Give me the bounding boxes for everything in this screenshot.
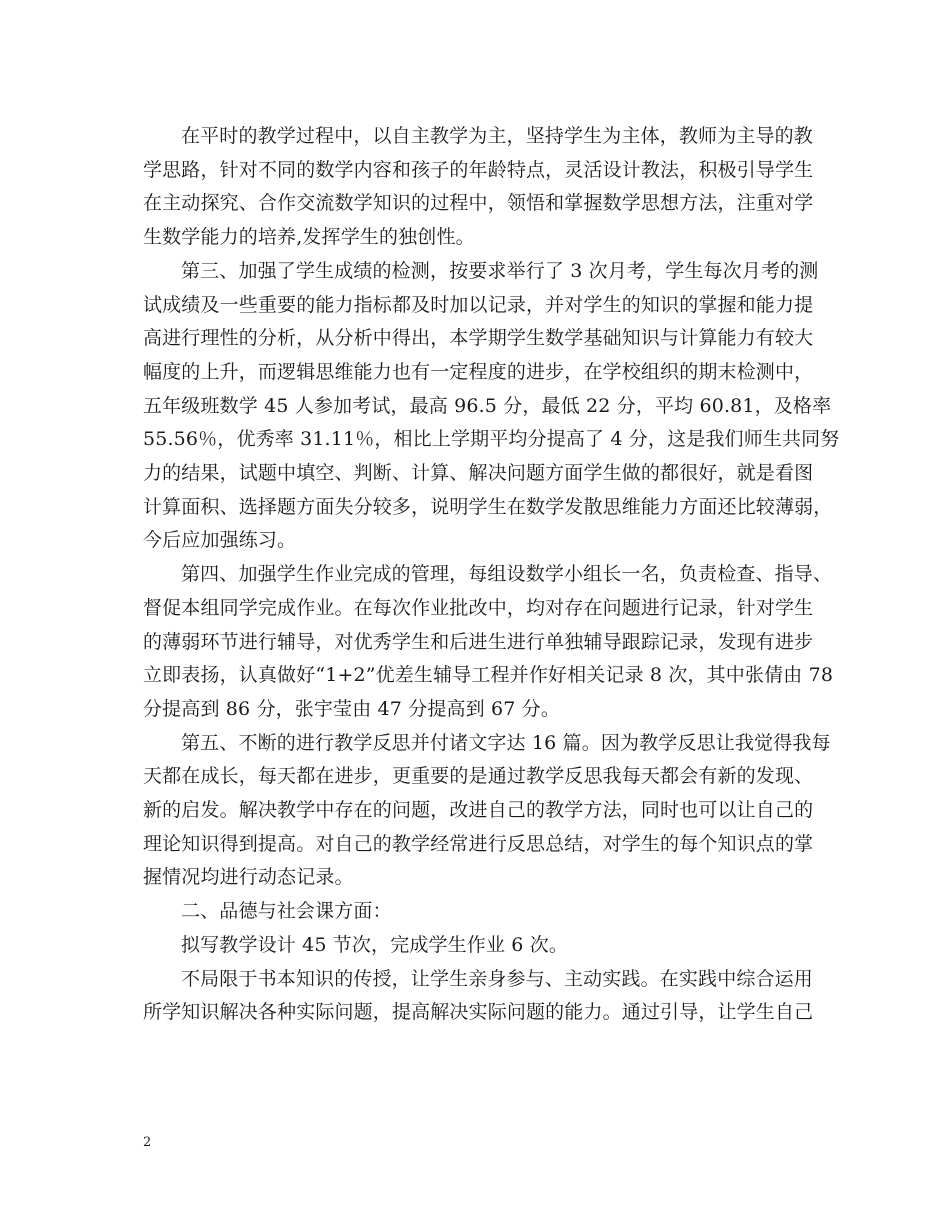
text-line: 握情况均进行动态记录。 (143, 866, 354, 889)
text-line: 第四、加强学生作业完成的管理，每组设数学小组长一名，负责检查、指导、 (181, 563, 833, 586)
text-line: 新的启发。解决教学中存在的问题，改进自己的教学方法，同时也可以让自己的 (143, 799, 814, 822)
page-number: 2 (143, 1135, 152, 1150)
text-line: 第三、加强了学生成绩的检测，按要求举行了 3 次月考，学生每次月考的测 (181, 259, 819, 282)
text-line: 第五、不断的进行教学反思并付诸文字达 16 篇。因为教学反思让我觉得我每 (181, 731, 831, 754)
text-line: 拟写教学设计 45 节次，完成学生作业 6 次。 (181, 933, 569, 956)
text-line: 试成绩及一些重要的能力指标都及时加以记录，并对学生的知识的掌握和能力提 (143, 293, 814, 316)
section-heading: 二、品德与社会课方面： (181, 900, 392, 923)
text-line: 的薄弱环节进行辅导，对优秀学生和后进生进行单独辅导跟踪记录，发现有进步 (143, 630, 814, 653)
text-line: 分提高到 86 分，张宇莹由 47 分提高到 67 分。 (143, 697, 560, 720)
text-line: 幅度的上升，而逻辑思维能力也有一定程度的进步，在学校组织的期末检测中， (143, 360, 814, 383)
text-line: 学思路，针对不同的数学内容和孩子的年龄特点，灵活设计教法，积极引导学生 (143, 158, 814, 181)
text-line: 不局限于书本知识的传授，让学生亲身参与、主动实践。在实践中综合运用 (181, 967, 813, 990)
text-line: 今后应加强练习。 (143, 529, 297, 552)
text-line: 所学知识解决各种实际问题，提高解决实际问题的能力。通过引导，让学生自己 (143, 1001, 814, 1024)
text-line: 天都在成长，每天都在进步，更重要的是通过教学反思我每天都会有新的发现、 (143, 765, 814, 788)
body-text (143, 120, 840, 1030)
text-line: 立即表扬，认真做好“1+2”优差生辅导工程并作好相关记录 8 次，其中张倩由 78 (143, 664, 834, 687)
text-line: 生数学能力的培养,发挥学生的独创性。 (143, 226, 475, 249)
text-line: 督促本组同学完成作业。在每次作业批改中，均对存在问题进行记录，针对学生 (143, 596, 814, 619)
text-line: 55.56％，优秀率 31.11％，相比上学期平均分提高了 4 分，这是我们师生共同努 (143, 428, 840, 451)
text-line: 五年级班数学 45 人参加考试，最高 96.5 分，最低 22 分，平均 60.81，及格率 (143, 394, 832, 417)
text-line: 高进行理性的分析，从分析中得出，本学期学生数学基础知识与计算能力有较大 (143, 327, 814, 350)
text-line: 在平时的教学过程中，以自主教学为主，坚持学生为主体，教师为主导的教 (181, 125, 813, 147)
text-line: 在主动探究、合作交流数学知识的过程中，领悟和掌握数学思想方法，注重对学 (143, 192, 814, 215)
text-line: 理论知识得到提高。对自己的教学经常进行反思总结，对学生的每个知识点的掌 (143, 832, 814, 855)
text-line: 力的结果，试题中填空、判断、计算、解决问题方面学生做的都很好，就是看图 (143, 462, 814, 485)
text-line: 计算面积、选择题方面失分较多，说明学生在数学发散思维能力方面还比较薄弱， (143, 495, 833, 518)
